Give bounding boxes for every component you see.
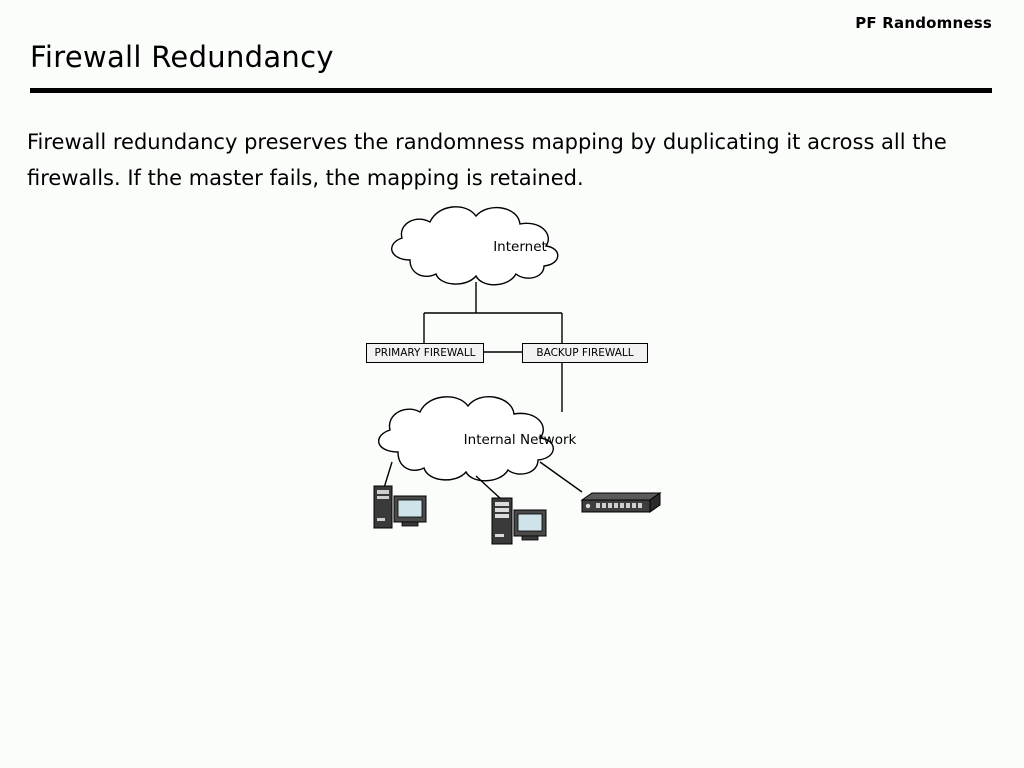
workstation-left-icon (374, 486, 426, 528)
title-divider (30, 88, 992, 93)
internet-cloud-label: Internet (493, 239, 547, 255)
backup-firewall-box: BACKUP FIREWALL (522, 343, 648, 363)
link-to-network-device (540, 462, 582, 492)
page-title: Firewall Redundancy (30, 40, 334, 74)
internal-network-cloud-label: Internal Network (463, 432, 577, 448)
workstation-center-icon (492, 498, 546, 544)
link-to-workstation-left (384, 462, 392, 488)
header-label: PF Randomness (855, 14, 992, 32)
network-diagram (330, 200, 710, 560)
primary-firewall-box: PRIMARY FIREWALL (366, 343, 484, 363)
network-device-right-icon (582, 493, 660, 512)
body-paragraph: Firewall redundancy preserves the randomness mapping by duplicating it across all the firewalls. If the master fails, the mapping is retained. (27, 130, 947, 190)
